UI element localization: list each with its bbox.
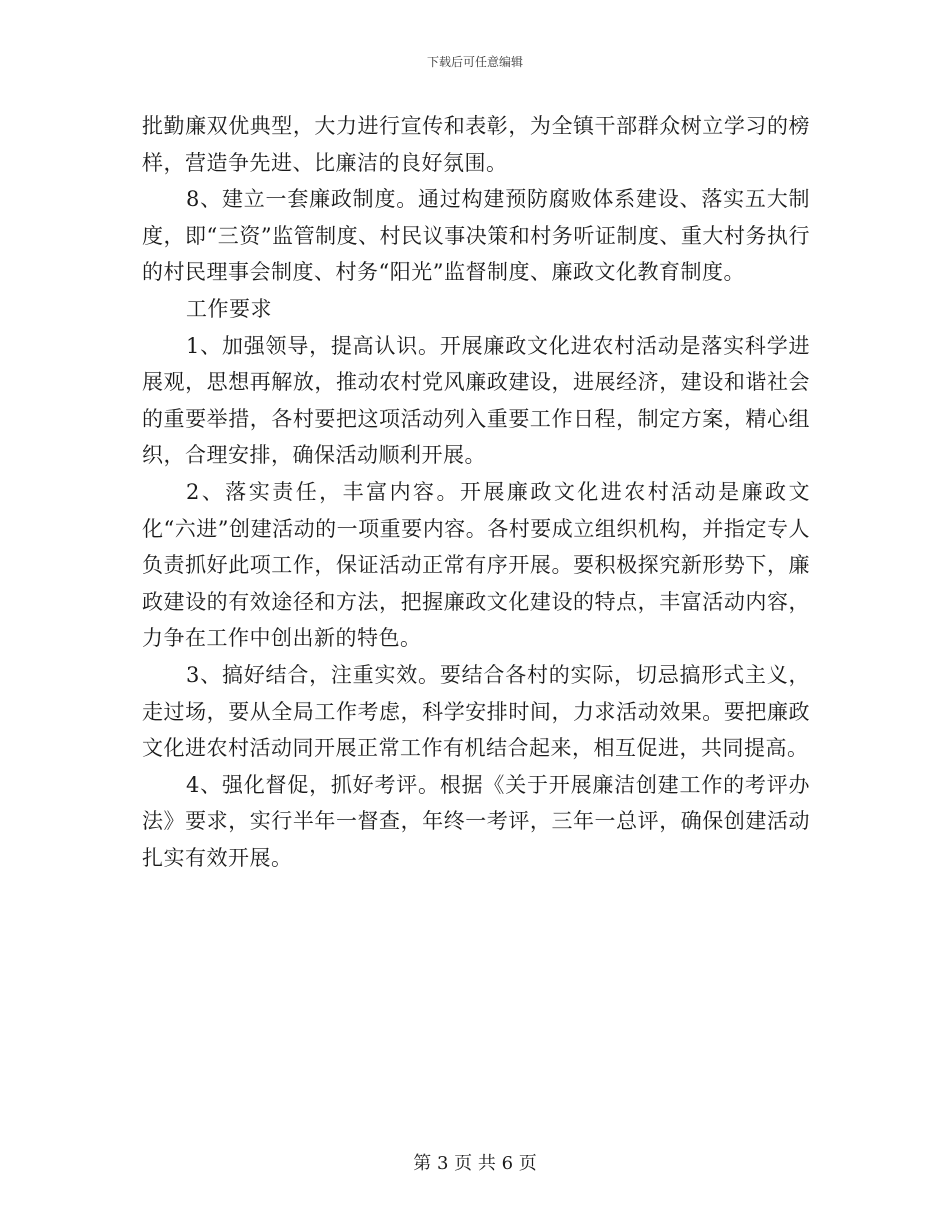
page-header: 下载后可任意编辑 [426, 55, 523, 69]
section-heading: 工作要求 [186, 296, 272, 321]
paragraph-requirement-3: 3、搞好结合，注重实效。要结合各村的实际，切忌搞形式主义，走过场，要从全局工作考虑，科学安排时间，力求活动效果。要把廉政文化进农村活动同开展正常工作有机结合起来，相互促进，共同提高。 [142, 662, 810, 761]
paragraph-requirement-1: 1、加强领导，提高认识。开展廉政文化进农村活动是落实科学进展观，思想再解放，推动农村党风廉政建设，进展经济，建设和谐社会的重要举措，各村要把这项活动列入重要工作日程，制定方案，精心组织，合理安排，确保活动顺利开展。 [142, 333, 810, 468]
paragraph-requirement-4: 4、强化督促，抓好考评。根据《关于开展廉洁创建工作的考评办法》要求，实行半年一督查，年终一考评，三年一总评，确保创建活动扎实有效开展。 [142, 772, 810, 870]
paragraph-item-8: 8、建立一套廉政制度。通过构建预防腐败体系建设、落实五大制度，即“三资”监管制度、村民议事决策和村务听证制度、重大村务执行的村民理事会制度、村务“阳光”监督制度、廉政文化教育制度。 [142, 187, 810, 285]
document-body [142, 108, 810, 876]
paragraph-requirement-2: 2、落实责任，丰富内容。开展廉政文化进农村活动是廉政文化“六进”创建活动的一项重要内容。各村要成立组织机构，并指定专人负责抓好此项工作，保证活动正常有序开展。要积极探究新形势下，廉政建设的有效途径和方法，把握廉政文化建设的特点，丰富活动内容，力争在工作中创出新的特色。 [142, 479, 810, 651]
paragraph-continuation: 批勤廉双优典型，大力进行宣传和表彰，为全镇干部群众树立学习的榜样，营造争先进、比廉洁的良好氛围。 [142, 114, 810, 175]
page-number: 第 3 页 共 6 页 [413, 1153, 537, 1174]
